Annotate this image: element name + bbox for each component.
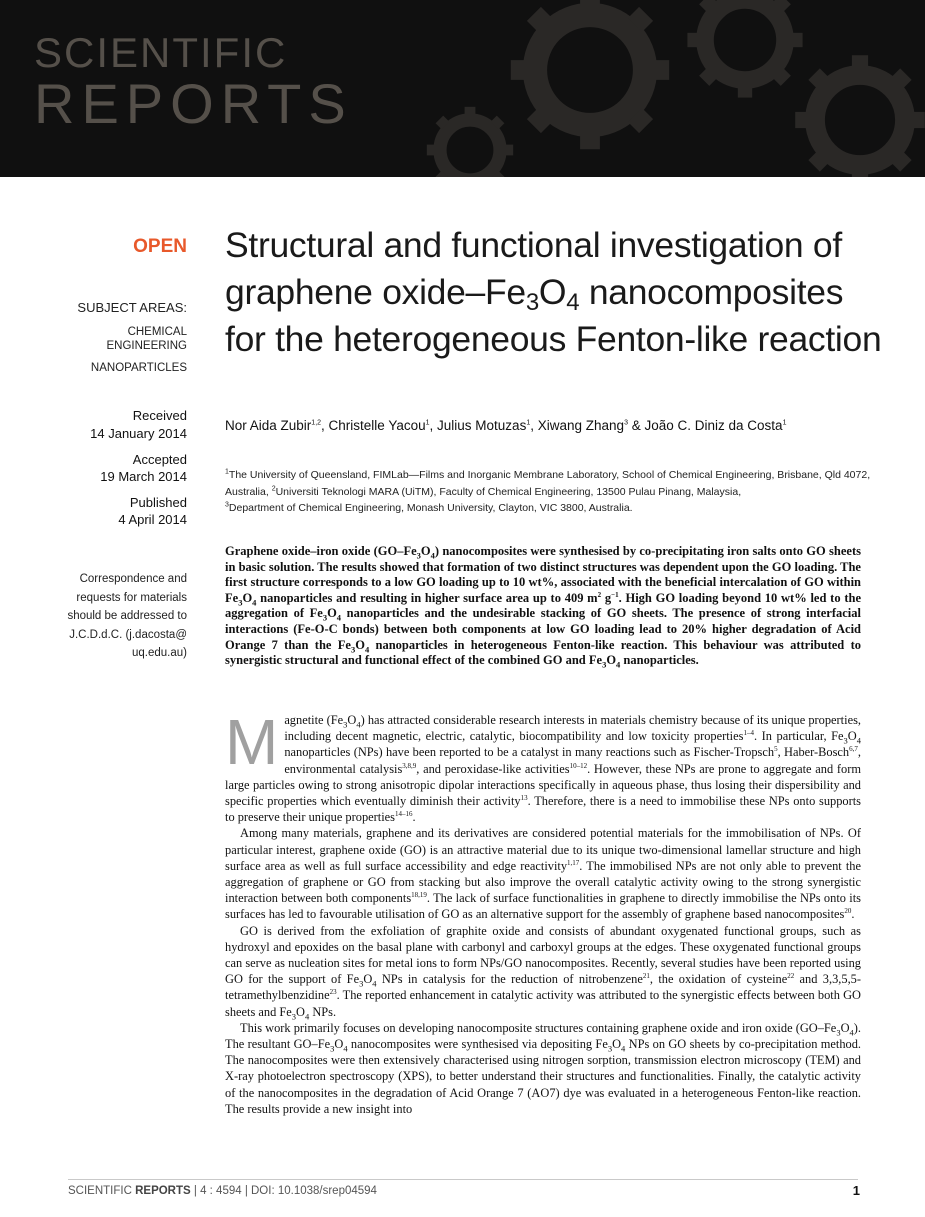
citation-superscript[interactable]: 1,17 [567,858,580,867]
footer-brand-light: SCIENTIFIC [68,1185,132,1197]
footer-doi[interactable]: | 4 : 4594 | DOI: 10.1038/srep04594 [190,1185,377,1197]
correspondence-note [40,570,187,663]
abstract [225,544,861,669]
received-date: 14 January 2014 [90,426,187,441]
text-run: O [847,729,857,744]
text-run: . [412,810,416,825]
text-run: nanoparticles in heterogeneous Fenton-like reaction. This behaviour was attributed to synergistic structural and functional effect of the combined GO and Fe [225,637,861,668]
journal-logo-line1: SCIENTIFIC [34,29,288,76]
text-run: . The reported enhancement in catalytic activity was attributed to the synergistic effects between both GO sheets and Fe [225,988,861,1019]
text-run: NPs on GO sheets by co-precipitation method. The nanocomposites were then extensively characterised using nitrogen sorption, transmission electron microscopy (TEM) and X-ray photoelectron spectroscopy (XPS), to better understand their structures and functionalities. Finally, the catalytic activity of the nanocomposites in the degradation of Acid Orange 7 (AO7) dye was evaluated in a heterogeneous Fenton-like reaction. The results provide a new insight into [225,1037,862,1116]
journal-banner [0,0,925,177]
text-run: , environmental catalysis [284,745,861,776]
subscript: 4 [856,735,861,746]
subscript: 3 [343,719,348,730]
text-run: , Haber-Bosch [777,745,850,760]
text-run: ) has attracted considerable research interests in materials chemistry because of its unique properties, including decent magnetic, electric, catalytic, biocompatibility and low toxicity properties [284,713,861,744]
text-run: O [242,590,253,605]
page-number: 1 [852,1183,860,1198]
text-run: nanoparticles. [620,653,699,668]
correspondence-line: requests for materials [76,591,187,604]
title-subscript: 3 [525,289,539,316]
subscript: 4 [372,978,377,989]
open-access-label: OPEN [133,236,187,257]
text-run: . High GO loading beyond 10 wt% led to the aggregation of Fe [225,590,861,621]
subscript: 3 [843,735,848,746]
accepted-date: 19 March 2014 [100,469,187,484]
published-label: Published [129,495,187,510]
footer-divider [68,1179,858,1180]
text-run: . The lack of surface functionalities in graphene to directly immobilise the NPs onto its surfaces has led to favourable utilisation of GO as an alternative support for the assembly of graphene based nanocomposites [225,891,861,922]
author-separator: , [530,418,538,433]
text-run: . The immobilised NPs are not only able to prevent the aggregation of graphene or GO from stacking but also improve the overall catalytic activity owing to the strong synergistic interaction between both components [225,858,861,906]
text-run: and 3,3,5,5-tetramethylbenzidine [225,972,861,1003]
subscript: 4 [849,1027,854,1038]
article-title [225,222,885,363]
citation-superscript[interactable]: 22 [787,972,795,981]
text-run: O [327,606,337,621]
subscript: 4 [364,644,370,655]
subscript: 3 [836,1027,841,1038]
author-separator: & [627,418,645,433]
text-run: O [334,1037,344,1052]
author-name[interactable]: Nor Aida Zubir [225,418,312,433]
citation-superscript[interactable]: 2 [597,590,602,599]
text-run: g [601,590,612,605]
author-name[interactable]: Christelle Yacou [328,418,426,433]
correspondence-line: Correspondence and [79,573,187,585]
author-separator: , [429,418,438,433]
body-paragraph [225,923,861,1020]
affiliations [225,467,875,517]
text-run: O [840,1020,850,1035]
citation-superscript[interactable]: 13 [520,793,528,802]
affiliation-number: 2 [271,485,276,492]
citation-superscript[interactable]: 14–16 [394,810,413,819]
text-run: O [347,713,357,727]
title-subscript: 4 [566,289,580,316]
subject-item[interactable]: NANOPARTICLES [90,362,187,374]
title-text: O [538,272,567,312]
text-run: nanoparticles (NPs) have been reported to be a catalyst in many reactions such as Fischer-Tropsch [284,745,775,760]
affiliation-text: Universiti Teknologi MARA (UiTM), Faculty of Chemical Engineering, 13500 Pulau Pinang, Malaysia, [275,485,742,498]
text-run: O [612,1037,622,1052]
citation-superscript[interactable]: 6,7 [849,745,858,754]
author-name[interactable]: Xiwang Zhang [537,418,625,433]
text-run: O [296,1004,305,1019]
subscript: 3 [330,1043,335,1054]
affiliation-number: 1 [225,468,229,476]
citation-superscript[interactable]: 18,19 [411,891,427,900]
author-affiliation-marker: 3 [624,419,628,427]
accepted-label: Accepted [132,452,187,467]
subject-areas-heading: SUBJECT AREAS: [77,300,187,315]
received-label: Received [132,408,187,423]
published-date: 4 April 2014 [118,512,187,527]
text-run: O [606,653,617,668]
author-affiliation-marker: 1,2 [311,419,322,427]
subscript: 3 [602,659,607,670]
drop-cap: M [225,706,279,778]
text-run: agnetite (Fe [284,713,344,727]
title-text: Structural and functional investigation of graphene oxide–Fe [225,225,842,312]
text-run: . In particular, Fe [753,729,844,744]
correspondence-line: should be addressed to [67,610,187,623]
author-list [225,418,905,433]
subscript: 4 [356,719,361,730]
body-paragraph [225,1020,861,1117]
text-run: nanoparticles and resulting in higher surface area up to 409 m [256,590,598,605]
author-affiliation-marker: 1 [425,419,430,427]
footer-citation [68,1185,377,1197]
text-run: O [363,972,373,987]
subscript: 3 [416,550,421,561]
subscript: 4 [304,1011,310,1022]
title-text: nanocomposites for the heterogeneous Fenton-like reaction [225,272,882,359]
subscript: 3 [238,597,243,608]
journal-logo-line2: REPORTS [34,72,353,135]
subject-item[interactable]: ENGINEERING [106,340,187,352]
author-affiliation-marker: 1 [782,419,787,427]
text-run: ) nanocomposites were synthesised by co-precipitating iron salts onto GO sheets in basic solution. The results showed that formation of two distinct structures was dependent upon the GO loading. The first structure corresponds to a low GO loading up to 10 wt%, associated with the beneficial intercalation of GO within Fe [225,544,862,605]
subject-item[interactable]: CHEMICAL [127,326,187,338]
text-run: Among many materials, graphene and its derivatives are considered potential materials for the immobilisation of NPs. Of particular interest, graphene oxide (GO) is an attractive material due to its unique two-dimensional lamellar structure and high surface area as well as full surface accessibility and edge reactivity [225,826,861,873]
subscript: 4 [252,597,257,608]
citation-superscript[interactable]: 23 [329,988,337,997]
citation-superscript[interactable]: 20 [844,907,852,916]
text-run: , and peroxidase-like activities [416,761,570,776]
subscript: 4 [430,550,435,561]
author-name[interactable]: João C. Diniz da Costa [644,418,783,433]
text-run: This work primarily focuses on developing nanocomposite structures containing graphene oxide and iron oxide (GO–Fe [240,1020,837,1035]
body-paragraph [225,825,861,922]
citation-superscript[interactable]: −1 [611,590,619,599]
affiliation-text: Department of Chemical Engineering, Monash University, Clayton, VIC 3800, Australia. [228,502,633,514]
text-run: nanocomposites were synthesised via depositing Fe [347,1037,608,1052]
text-run: . [851,907,855,922]
author-separator: , [321,418,329,433]
subscript: 4 [343,1043,348,1054]
text-run: O [420,544,431,558]
subscript: 3 [350,644,356,655]
text-run: NPs. [309,1004,337,1019]
subscript: 3 [322,612,328,623]
article-body [225,706,862,1117]
text-run: , the oxidation of cysteine [649,972,788,987]
subscript: 4 [621,1043,626,1054]
citation-superscript[interactable]: 3,8,9 [402,761,417,770]
citation-superscript[interactable]: 1–4 [743,729,754,738]
text-run: . Therefore, there is a need to immobilise these NPs onto supports to preserve their unique properties [225,794,861,825]
text-run: GO is derived from the exfoliation of graphite oxide and consists of abundant oxygenated functional groups, such as hydroxyl and epoxides on the basal plane with carbonyl and carboxyl groups at the edges. These oxygenated functional groups can serve as nucleation sites for metal ions to form NPs/GO nanocomposites. Recently, several studies have been reported using GO for the support of Fe [225,923,861,987]
subscript: 3 [291,1011,297,1022]
correspondence-email[interactable]: uq.edu.au) [132,647,187,660]
correspondence-email[interactable]: J.C.D.d.C. (j.dacosta@ [69,628,187,641]
affiliation-text: The University of Queensland, FIMLab—Films and Inorganic Membrane Laboratory, School of Chemical Engineering, Brisbane, Qld 4072, Australia, [225,469,871,498]
author-affiliation-marker: 1 [526,419,531,427]
text-run: NPs in catalysis for the reduction of nitrobenzene [376,972,643,987]
author-name[interactable]: Julius Motuzas [437,418,527,433]
subscript: 3 [607,1043,613,1054]
body-paragraph [225,706,861,825]
citation-superscript[interactable]: 21 [642,972,650,981]
citation-superscript[interactable]: 5 [774,745,778,754]
affiliation-number: 3 [225,501,229,509]
footer-brand-bold: REPORTS [135,1185,191,1197]
subscript: 4 [336,612,342,623]
text-run: . However, these NPs are prone to aggregate and form large particles owing to strong anisotropic dipolar interactions specifically in aqueous phase, thus losing their dispersibility and specific properties which eventually diminish their activity [225,761,861,809]
text-run: nanoparticles and the undesirable stacking of GO sheets. The presence of strong interfacial interactions (Fe-O-C bonds) between both components at low GO loading lead to 20% higher degradation of Acid Orange 7 than the Fe [225,606,862,652]
citation-superscript[interactable]: 10–12 [569,761,588,770]
subscript: 4 [616,659,621,670]
subscript: 3 [359,978,364,989]
text-run: Graphene oxide–iron oxide (GO–Fe [225,544,417,558]
text-run: ). The resultant GO–Fe [225,1020,861,1052]
text-run: O [355,637,365,652]
